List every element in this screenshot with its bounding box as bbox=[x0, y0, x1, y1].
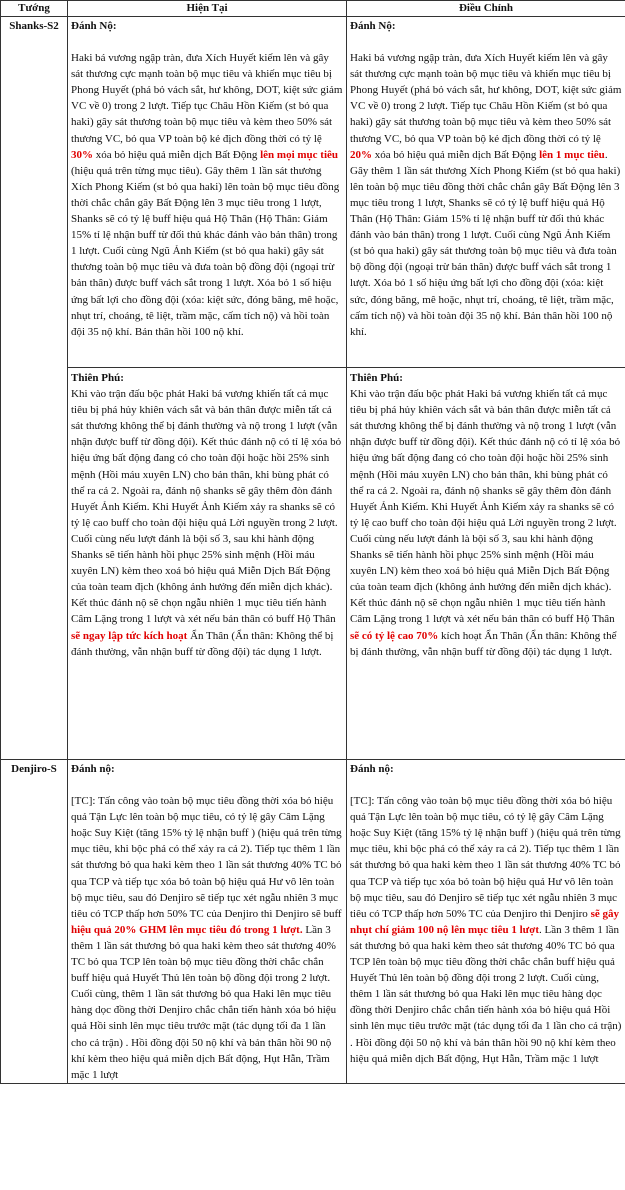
highlight-change: lên mọi mục tiêu bbox=[260, 148, 339, 161]
adjusted-cell bbox=[347, 17, 625, 760]
rage-title: Đánh Nộ: bbox=[71, 20, 117, 32]
table-row bbox=[1, 17, 625, 760]
rage-section bbox=[71, 18, 343, 364]
header-current: Hiện Tại bbox=[68, 1, 347, 17]
hero-name: Denjiro-S bbox=[1, 760, 68, 1084]
rage-text: [TC]: Tấn công vào toàn bộ mục tiêu đồng thời xóa bỏ hiệu quả Tận Lực lên toàn bộ mục tiêu, có tỷ lệ gây Câm Lặng hoặc Suy Kiệt (tăng 15% tỷ lệ nhận buff ) (hiệu quả trên từng mục tiêu, khi bộc phá có thể xảy ra cả 2). Tiếp tục thêm 1 lần sát thương bỏ qua haki kèm theo 1 lần sát thương 40% TC bỏ qua TCP và tiếp tục xóa bỏ toàn bộ hiệu quả Hư vô lên toàn bộ mục tiêu, sau đó Denjiro sẽ tiếp tục xét ngẫu nhiên 3 mục tiêu có TCP thấp hơn 50% TC của Denjiro thì Denjiro sẽ buff hiệu quả 20% GHM lên mục tiêu đó trong 1 lượt. Lần 3 thêm 1 lần sát thương bỏ qua haki kèm theo sát thương 40% TC bỏ qua TCP lên toàn bộ mục tiêu đồng thời chắc chắn buff hiệu quả Huyết Thủ lên toàn bộ đồng đội trong 2 lượt. Cuối cùng, thêm 1 lần sát thương bỏ qua Haki lên mục tiêu hàng dọc đồng thời Denjiro chắc chắn tiến hành xóa bỏ hiệu quả Hồi sinh lên mục tiêu trước mặt (tác dụng tối đa 1 lần cho cả trận) . Hồi đồng đội 50 nộ khí và bản thân hồi 90 nộ khí kèm theo hiệu quả miễn dịch Bất động, Hụt Hẫn, Trầm mặc 1 lượt bbox=[71, 795, 342, 1081]
rage-title: Đánh nộ: bbox=[71, 763, 115, 775]
highlight-change: 20% bbox=[350, 148, 372, 161]
section-divider bbox=[347, 367, 625, 368]
header-row bbox=[1, 1, 625, 17]
passive-title: Thiên Phú: bbox=[71, 372, 124, 384]
hero-name: Shanks-S2 bbox=[1, 17, 68, 760]
rage-text: [TC]: Tấn công vào toàn bộ mục tiêu đồng thời xóa bỏ hiệu quả Tận Lực lên toàn bộ mục tiêu, có tỷ lệ gây Câm Lặng hoặc Suy Kiệt (tăng 15% tỷ lệ nhận buff ) (hiệu quả trên từng mục tiêu, khi bộc phá có thể xảy ra cả 2). Tiếp tục thêm 1 lần sát thương bỏ qua haki kèm theo 1 lần sát thương 40% TC bỏ qua TCP và tiếp tục xóa bỏ toàn bộ hiệu quả Hư vô lên toàn bộ mục tiêu, sau đó Denjiro sẽ tiếp tục xét ngẫu nhiên 3 mục tiêu có TCP thấp hơn 50% TC của Denjiro thì Denjiro sẽ gây nhụt chí giảm 100 nộ lên mục tiêu 1 lượt. Lần 3 thêm 1 lần sát thương bỏ qua haki kèm theo sát thương 40% TC bỏ qua TCP lên toàn bộ mục tiêu đồng thời chắc chắn buff hiệu quả Huyết Thủ lên toàn bộ đồng đội trong 2 lượt. Cuối cùng, thêm 1 lần sát thương bỏ qua Haki lên mục tiêu hàng dọc đồng thời Denjiro chắc chắn tiến hành xóa bỏ hiệu quả Hồi sinh lên mục tiêu trước mặt (tác dụng tối đa 1 lần cho cả trận) . Hồi đồng đội 50 nộ khí và bản thân hồi 90 nộ khí kèm theo hiệu quả miễn dịch Bất động, Hụt Hẫn, Trầm mặc 1 lượt bbox=[350, 795, 622, 1065]
current-cell bbox=[68, 17, 347, 760]
rage-title: Đánh Nộ: bbox=[350, 20, 396, 32]
rage-text: Haki bá vương ngập tràn, đưa Xích Huyết kiếm lên và gây sát thương cực mạnh toàn bộ mục tiêu và khiến mục tiêu bị Phong Huyết (phá bỏ vách sắt, hư không, DOT, kiệt sức giảm VC về 0) trong 2 lượt. Tiếp tục Châu Hồn Kiếm (st bỏ qua haki) gây sát thương toàn bộ mục tiêu và kèm theo 50% sát thương VC, bỏ qua VP toàn bộ kẻ địch đồng thời có tỷ lệ 20% xóa bỏ hiệu quả miễn dịch Bất Động lên 1 mục tiêu. Gây thêm 1 lần sát thương Xích Phong Kiếm (st bỏ qua haki) lên toàn bộ mục tiêu đồng thời chắc chắn gây Bất Động lên 3 mục tiêu trong 1 lượt, Shanks sẽ có tỷ lệ buff hiệu quả Hộ Thân (Hộ Thân: Giảm 15% tỉ lệ nhận buff từ đối thủ khác đánh vào bản thân) trong 1 lượt. Cuối cùng Ngũ Ảnh Kiếm (st bỏ qua haki) gây sát thương toàn bộ mục tiêu và đưa toàn bộ đồng đội (ngoại trừ bản thân) được buff vách sắt trong 1 lượt. Xóa bỏ 1 số hiệu ứng bất lợi cho đồng đội (xóa: kiệt sức, đóng băng, mê hoặc, nhụt trí, choáng, tê liệt, trầm mặc, cấm tích nộ) và hồi toàn đội 35 nộ khí. Bản thân hồi 100 nộ khí. bbox=[350, 52, 622, 338]
passive-section bbox=[71, 370, 343, 759]
passive-text: Khi vào trận đấu bộc phát Haki bá vương khiến tất cả mục tiêu bị phá hủy khiên vách sắt và bản thân được miễn tất cả sát thương không thể bị đánh thường và nộ trong 1 lượt (vẫn nhận được buff từ đồng đội). Kết thúc đánh nộ có tỉ lệ xóa bỏ hiệu ứng bất động đang có cho toàn đội hoặc hồi 25% sinh mệnh (Hồi máu xuyên LN) cho bản thân, khi bùng phát có thể ra cả 2. Ngoài ra, đánh nộ shanks sẽ gây thêm đòn đánh Huyết Ảnh Kiếm. Khi Huyết Ảnh Kiếm xảy ra shanks sẽ có tỷ lệ cao buff cho toàn đội hiệu quả Lời nguyền trong 2 lượt. Cuối cùng nếu lượt đánh là bội số 3, sau khi hành động Shanks sẽ tiến hành hồi phục 25% sinh mệnh (Hồi máu xuyên LN) kèm theo xoá bỏ hiệu quả Miễn Dịch Bất Động của toàn team địch (không ảnh hưởng đến miễn dịch khác). Kết thúc đánh nộ sẽ chọn ngẫu nhiên 1 mục tiêu tiến hành Câm Lặng trong 1 lượt và xét nếu bản thân có buff Hộ Thân sẽ ngay lập tức kích hoạt Ẩn Thân (Ẩn thân: Không thể bị đánh thường, vẫn nhận buff từ đồng đội) tác dụng 1 lượt. bbox=[71, 388, 342, 658]
passive-title: Thiên Phú: bbox=[350, 372, 403, 384]
header-hero: Tướng bbox=[1, 1, 68, 17]
rage-text: Haki bá vương ngập tràn, đưa Xích Huyết kiếm lên và gây sát thương cực mạnh toàn bộ mục tiêu và khiến mục tiêu bị Phong Huyết (phá bỏ vách sắt, hư không, DOT, kiệt sức giảm VC về 0) trong 2 lượt. Tiếp tục Châu Hồn Kiếm (st bỏ qua haki) gây sát thương toàn bộ mục tiêu và kèm theo 50% sát thương VC, bỏ qua VP toàn bộ kẻ địch đồng thời có tỷ lệ 30% xóa bỏ hiệu quả miễn dịch Bất Động lên mọi mục tiêu (hiệu quả trên từng mục tiêu). Gây thêm 1 lần sát thương Xích Phong Kiếm (st bỏ qua haki) lên toàn bộ mục tiêu đồng thời chắc chắn gây Bất Động lên 3 mục tiêu trong 1 lượt, Shanks sẽ có tỷ lệ buff hiệu quả Hộ Thân (Hộ Thân: Giảm 15% tỉ lệ nhận buff từ đối thủ khác đánh vào bản thân) trong 1 lượt. Cuối cùng Ngũ Ảnh Kiếm (st bỏ qua haki) gây sát thương toàn bộ mục tiêu và đưa toàn bộ đồng đội (ngoại trừ bản thân) được buff vách sắt trong 1 lượt. Xóa bỏ 1 số hiệu ứng bất lợi cho đồng đội (xóa: kiệt sức, đóng băng, mê hoặc, nhụt trí, choáng, tê liệt, trầm mặc, cấm tích nộ) và hồi toàn đội 35 nộ khí. Bản thân hồi 100 nộ khí. bbox=[71, 52, 343, 338]
table-row bbox=[1, 760, 625, 1084]
header-adjusted: Điều Chỉnh bbox=[347, 1, 625, 17]
highlight-change: 30% bbox=[71, 148, 93, 161]
highlight-change: sẽ ngay lập tức kích hoạt bbox=[71, 629, 188, 642]
section-divider bbox=[68, 367, 346, 368]
highlight-change: lên 1 mục tiêu bbox=[539, 148, 605, 161]
rage-section bbox=[350, 18, 622, 364]
passive-text: Khi vào trận đấu bộc phát Haki bá vương khiến tất cả mục tiêu bị phá hủy khiên vách sắt và bản thân được miễn tất cả sát thương không thể bị đánh thường và nộ trong 1 lượt (vẫn nhận được buff từ đồng đội). Kết thúc đánh nộ có tỉ lệ xóa bỏ hiệu ứng bất động đang có cho toàn đội hoặc hồi 25% sinh mệnh (Hồi máu xuyên LN) cho bản thân, khi bùng phát có thể ra cả 2. Ngoài ra, đánh nộ shanks sẽ gây thêm đòn đánh Huyết Ảnh Kiếm. Khi Huyết Ảnh Kiếm xảy ra shanks sẽ có tỷ lệ cao buff cho toàn đội hiệu quả Lời nguyền trong 2 lượt. Cuối cùng nếu lượt đánh là bội số 3, sau khi hành động Shanks sẽ tiến hành hồi phục 25% sinh mệnh (Hồi máu xuyên LN) kèm theo xoá bỏ hiệu quả Miễn Dịch Bất Động của toàn team địch (không ảnh hưởng đến miễn dịch khác). Kết thúc đánh nộ sẽ chọn ngẫu nhiên 1 mục tiêu tiến hành Câm Lặng trong 1 lượt và xét nếu bản thân có buff Hộ Thân sẽ có tỷ lệ cao 70% kích hoạt Ẩn Thân (Ẩn thân: Không thể bị đánh thường, vẫn nhận buff từ đồng đội) tác dụng 1 lượt. bbox=[350, 388, 621, 658]
adjusted-cell bbox=[347, 760, 625, 1084]
highlight-change: sẽ gây nhụt chí giảm 100 nộ lên mục tiêu 1 lượt bbox=[350, 907, 619, 936]
current-cell bbox=[68, 760, 347, 1084]
highlight-change: hiệu quả 20% GHM lên mục tiêu đó trong 1 lượt. bbox=[71, 923, 303, 936]
rage-title: Đánh nộ: bbox=[350, 763, 394, 775]
passive-section bbox=[350, 370, 622, 759]
highlight-change: sẽ có tỷ lệ cao 70% bbox=[350, 629, 439, 642]
